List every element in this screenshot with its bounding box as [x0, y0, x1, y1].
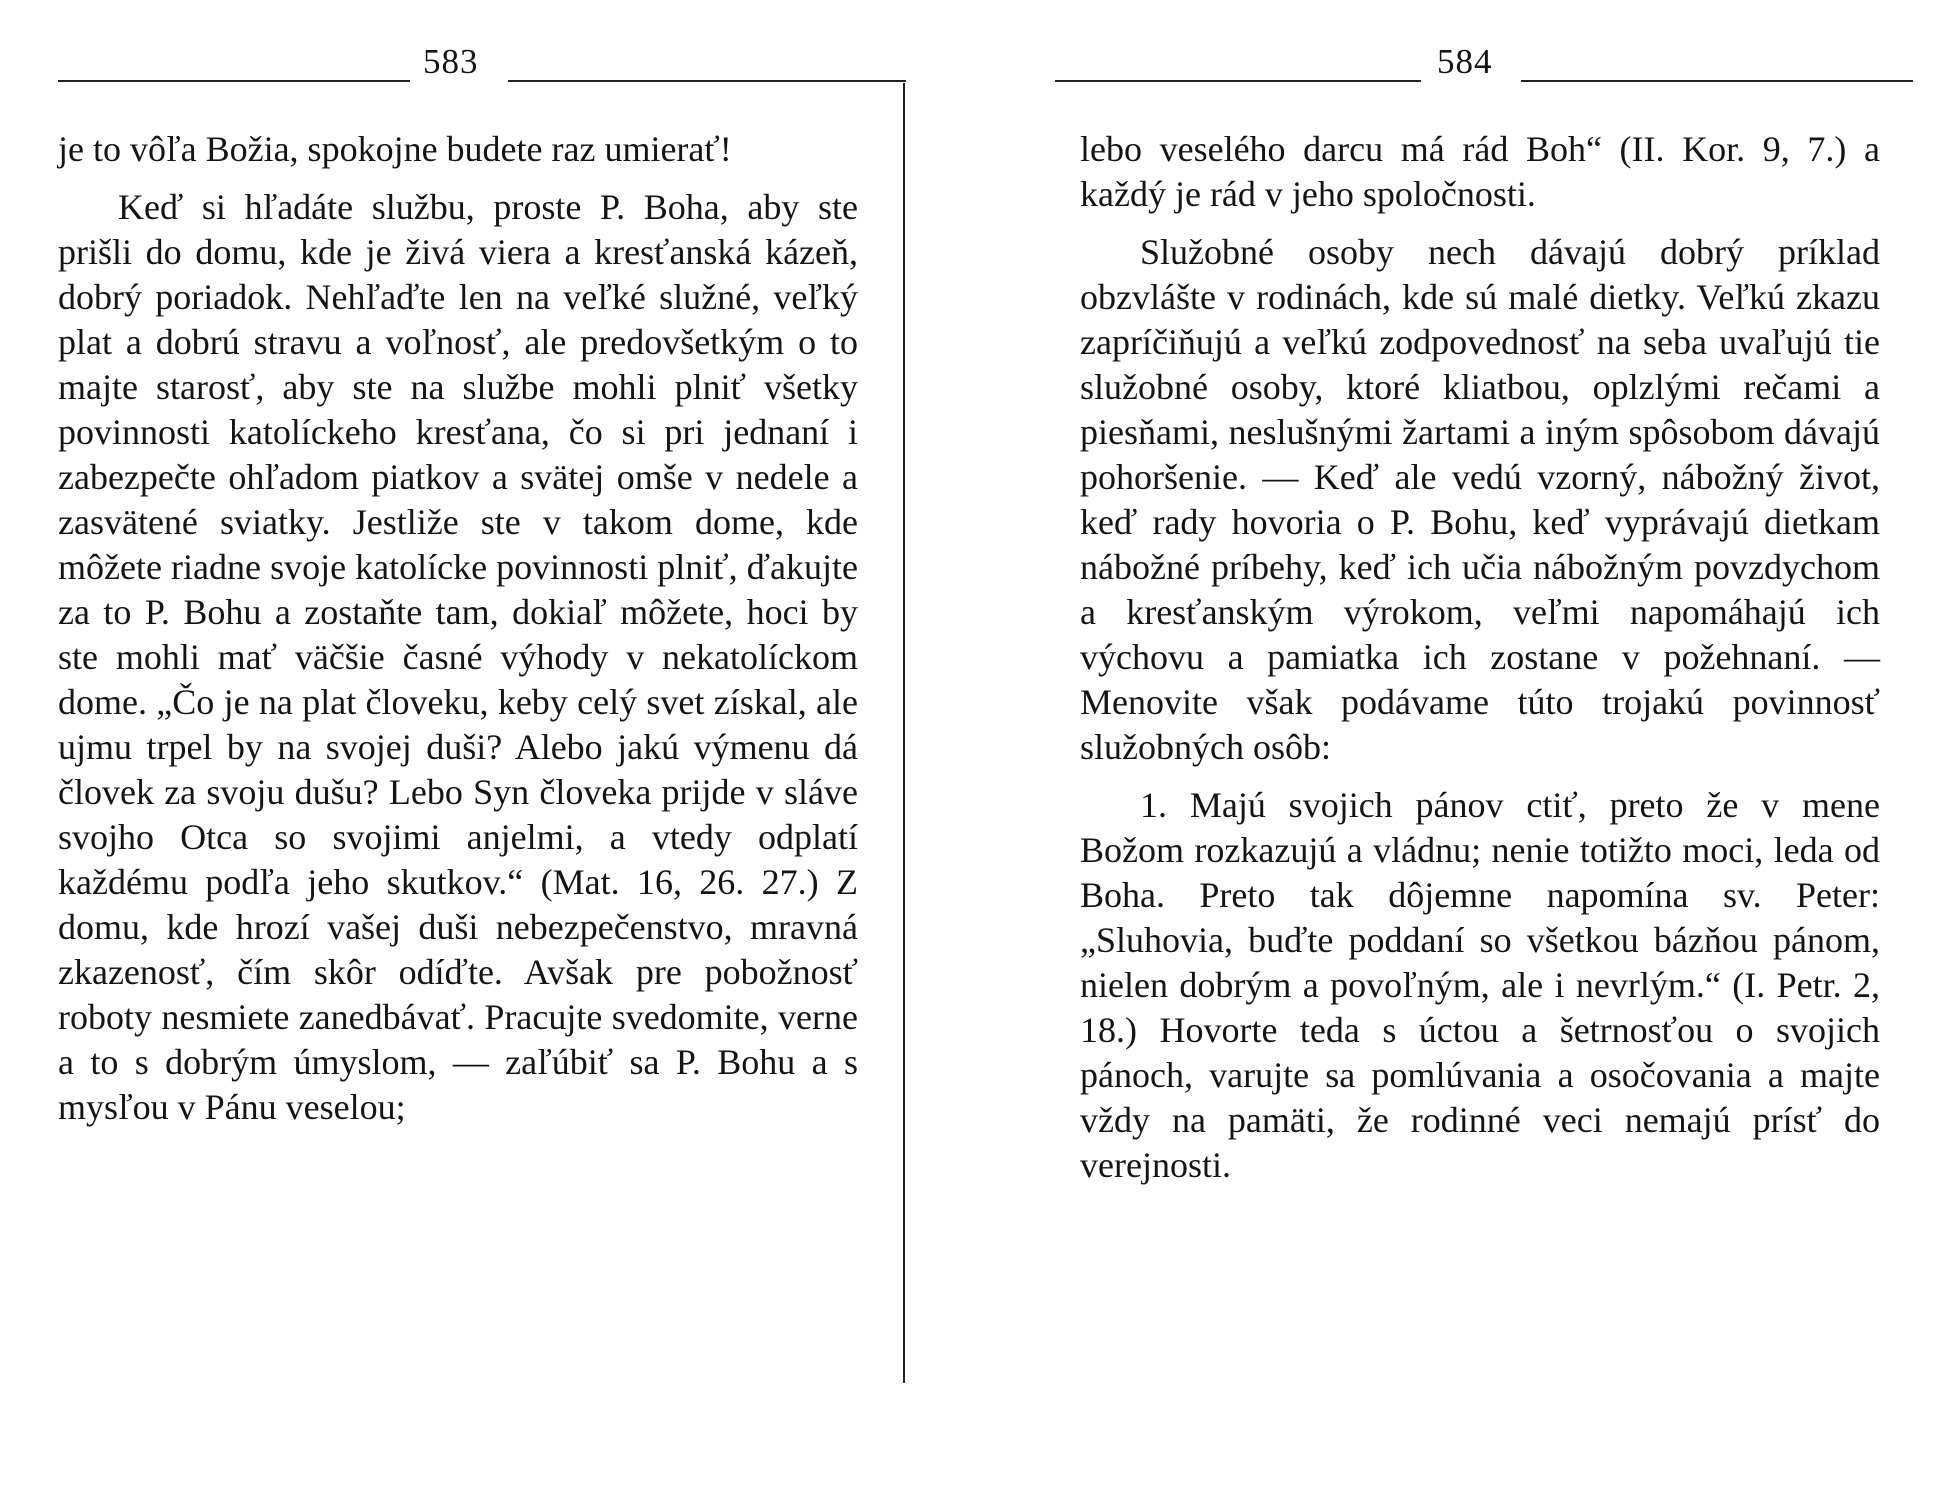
header-rule-right [1521, 80, 1913, 82]
header-rule-right [508, 80, 906, 82]
paragraph: 1. Majú svojich pánov ctiť, preto že v mene Božom rozkazujú a vládnu; nenie totižto moci, leda od Boha. Preto tak dôjemne napomína sv. Peter: „Sluhovia, buďte poddaní so všetkou bázňou pánom, nielen dobrým a povoľným, ale i nevrlým.“ (I. Petr. 2, 18.) Hovorte teda s úctou a šetrnosťou o svojich pánoch, varujte sa pomlúvania a osočovania a majte vždy na pamäti, že rodinné veci nemajú prísť do verejnosti. [1080, 785, 1880, 1185]
paragraph: Keď si hľadáte službu, proste P. Boha, aby ste prišli do domu, kde je živá viera a kresťanská kázeň, dobrý poriadok. Nehľaďte len na veľké služné, veľký plat a dobrú stravu a voľnosť, ale predovšetkým o to majte starosť, aby ste na službe mohli plniť všetky povinnosti katolíckeho kresťana, čo si pri jednaní i zabezpečte ohľadom piatkov a svätej omše v nedele a zasvätené sviatky. Jestliže ste v takom dome, kde môžete riadne svoje katolícke povinnosti plniť, ďakujte za to P. Bohu a zostaňte tam, dokiaľ môžete, hoci by ste mohli mať väčšie časné výhody v nekatolíckom dome. „Čo je na plat človeku, keby celý svet získal, ale ujmu trpel by na svojej duši? Alebo jakú výmenu dá človek za svoju dušu? Lebo Syn človeka prijde v sláve svojho Otca so svojimi anjelmi, a vtedy odplatí každému podľa jeho skutkov.“ (Mat. 16, 26. 27.) Z domu, kde hrozí vašej duši nebezpečenstvo, mravná zkazenosť, čím skôr odíďte. Avšak pre pobožnosť roboty nesmiete zanedbávať. Pracujte svedomite, verne a to s dobrým úmyslom, — zaľúbiť sa P. Bohu a s mysľou v Pánu veselou; [58, 187, 858, 1127]
header-rule-left [1055, 80, 1421, 82]
paragraph: lebo veselého darcu má rád Boh“ (II. Kor. 9, 7.) a každý je rád v jeho spoločnosti. [1080, 129, 1880, 214]
column-rule [903, 83, 905, 1383]
right-page-text [1080, 127, 1880, 1201]
right-page [1040, 0, 1940, 1500]
page-number-left: 583 [423, 42, 479, 81]
left-page-header [58, 40, 906, 84]
header-rule-left [58, 80, 410, 82]
left-page-text [58, 127, 858, 1143]
paragraph: Služobné osoby nech dávajú dobrý príklad obzvlášte v rodinách, kde sú malé dietky. Veľkú zkazu zapríčiňujú a veľkú zodpovednosť na seba uvaľujú tie služobné osoby, ktoré kliatbou, oplzlými rečami a piesňami, neslušnými žartami a iným spôsobom dávajú pohoršenie. — Keď ale vedú vzorný, nábožný život, keď rady hovoria o P. Bohu, keď vyprávajú dietkam nábožné príbehy, keď ich učia nábožným povzdychom a kresťanským výrokom, veľmi napomáhajú ich výchovu a pamiatka ich zostane v požehnaní. — Menovite však podávame túto trojakú povinnosť služobných osôb: [1080, 232, 1880, 767]
paragraph: je to vôľa Božia, spokojne budete raz umierať! [58, 129, 732, 169]
left-page [0, 0, 920, 1500]
page-number-right: 584 [1437, 42, 1493, 81]
right-page-header [1055, 40, 1913, 84]
